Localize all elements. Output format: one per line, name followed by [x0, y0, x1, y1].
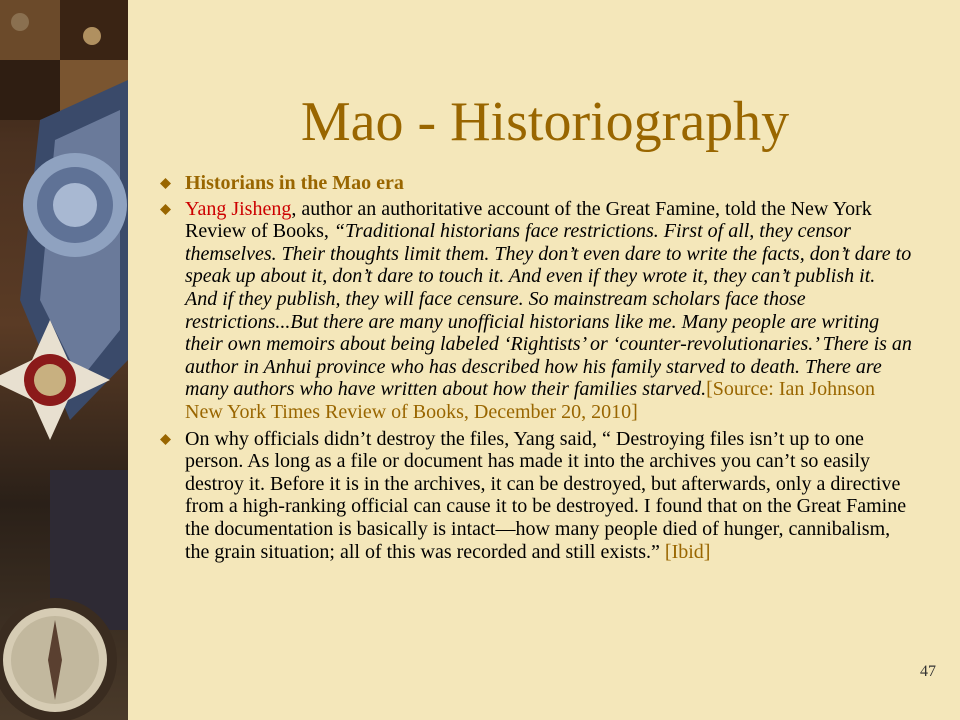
bullet-yang-jisheng-quote: [160, 198, 912, 424]
slide-title: Mao - Historiography: [300, 91, 790, 153]
author-name: Yang Jisheng: [185, 197, 292, 220]
slide-number: 47: [920, 663, 936, 680]
bullet-officials-files: [160, 428, 912, 564]
diamond-bullet-icon: [160, 434, 171, 445]
medal-compass-illustration: [0, 0, 128, 720]
source-citation: [Source: Ian Johnson New York Times Review of Books, December 20, 2010]: [185, 378, 875, 423]
bullet-text: Historians in the Mao era: [185, 172, 404, 194]
bullet-historians-mao-era: [160, 172, 912, 195]
slide-body: [160, 172, 912, 567]
bullet-text: On why officials didn’t destroy the files, Yang said, “ Destroying files isn’t up to one person. As long as a file or document has made it into the archives you can’t so easily destroy it. Before it is in the archives, it can be destroyed, but afterwards, only a directive from a high-ranking official can cause it to be destroyed. I found that on the Great Famine the documentation is basically is intact—how many people died of hunger, cannibalism, the grain situation; all of this was recorded and still exists.”: [185, 427, 907, 563]
decorative-side-image: [0, 0, 128, 720]
quote-text: “Traditional historians face restrictions. First of all, they censor themselves. Their thoughts limit them. They don’t even dare to write the facts, don’t dare to speak up about it, don’t dare to touch it. And even if they wrote it, they can’t publish it. And if they publish, they will face censure. So mainstream scholars face those restrictions...But there are many unofficial historians like me. Many people are writing their own memoirs about being labeled ‘Rightists’ or ‘counter-revolutionaries.’ There is an author in Anhui province who has described how his family starved to death. There are many authors who have written about how their families starved.: [185, 220, 912, 401]
diamond-bullet-icon: [160, 178, 171, 189]
source-citation: [Ibid]: [664, 540, 711, 563]
bullet-text: , author an authoritative account of the Great Famine, told the New York Review of Books,: [185, 197, 872, 243]
diamond-bullet-icon: [160, 204, 171, 215]
